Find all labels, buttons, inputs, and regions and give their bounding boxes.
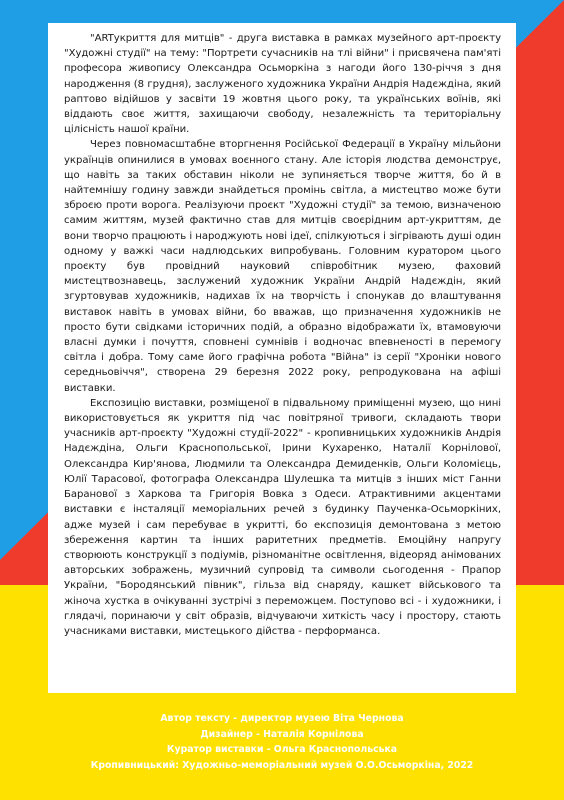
article-body bbox=[64, 31, 501, 639]
credit-text-author: Автор тексту - директор музею Віта Чернова bbox=[160, 713, 404, 724]
paragraph-context: Через повномасштабне вторгнення Російської Федерації в Україну мільйони українців опинилися в умовах воєнного стану. Але історія людства демонструє, що навіть за таких обставин ніколи не зупиняється творче життя, бо й в найтемнішу годину завжди знайдеться промінь світла, а мистецтво може бути зброєю проти ворога. Реалізуючи проєкт "Художні студії" за темою, визначеною самим життям, музей фактично став для митців своєрідним арт-укриттям, де вони творчо працюють і народжують нові ідеї, спілкуються і зігрівають душі один одному у важкі часи надлюдських випробувань. Головним куратором цього проєкту був провідний науковий співробітник музею, фаховий мистецтвознавець, заслужений художник України Андрій Надєждін, який згуртовував художників, надихав їх на творчість і спонукав до влаштування виставок навіть в умовах війни, бо вважав, що призначення художників не просто бути свідками історичних подій, а образно відображати їх, втамовуючи власні думки і почуття, сповнені сумнівів і водночас впевненості в перемогу світла і добра. Тому саме його графічна робота "Війна" із серії "Хроніки нового середньовіччя", створена 29 березня 2022 року, репродукована на афіші виставки. bbox=[64, 139, 501, 394]
credit-designer: Дизайнер - Наталія Корнілова bbox=[200, 728, 364, 740]
paragraph-exposition: Експозицію виставки, розміщеної в підвальному приміщенні музею, що нині використовується як укриття під час повітряної тривоги, складають твори учасників арт-проєкту "Художні студії-2022" - кропивницьких художників Андрія Надєждіна, Ольги Краснопольської, Ірини Кухаренко, Наталії Корнілової, Олександра Кир'янова, Людмили та Олександра Демиденків, Ольги Коломієць, Юлії Тарасової, фотографа Олександра Шулешка та митців з інших міст Ганни Баранової з Харкова та Григорія Вовка з Одеси. Атрактивними акцентами виставки є інсталяції меморіальних речей з будинку Паученка-Осьморкіних, адже музей і сам перебуває в укритті, бо експозиція демонтована з метою збереження картин та інших раритетних предметів. Емоційну напругу створюють конструкції з подіумів, різноманітне освітлення, відеоряд анімованих авторських зображень, музичний супровід та символи сьогодення - Прапор України, "Бородянський півник", гільза від снаряду, кашкет військового та жіноча хустка в очікуванні зустрічі з переможцем. Поступово всі - і художники, і глядачі, поринаючи у світ образів, відчуваючи хиткість часу і простору, стають учасниками виставки, мистецького дійства - перформанса. bbox=[64, 397, 501, 637]
credit-curator: Куратор виставки - Ольга Краснопольська bbox=[166, 744, 398, 756]
credits-block bbox=[0, 711, 564, 773]
credit-museum: Кропивницький: Художньо-меморіальний музей О.О.Осьморкіна, 2022 bbox=[90, 759, 474, 771]
paragraph-intro: "ARTукриття для митців" - друга виставка в рамках музейного арт-проєкту "Художні студії" на тему: "Портрети сучасників на тлі війни" і присвячена пам'яті професора живопису Олександра Осьморкіна з нагоди його 130-річчя з дня народження (8 грудня), заслуженого художника України Андрія Надєждіна, який раптово відійшов у засвіти 19 жовтня цього року, та українських воїнів, які віддають своє життя, захищаючи свободу, незалежність та територіальну цілісність нашої країни. bbox=[64, 33, 501, 136]
